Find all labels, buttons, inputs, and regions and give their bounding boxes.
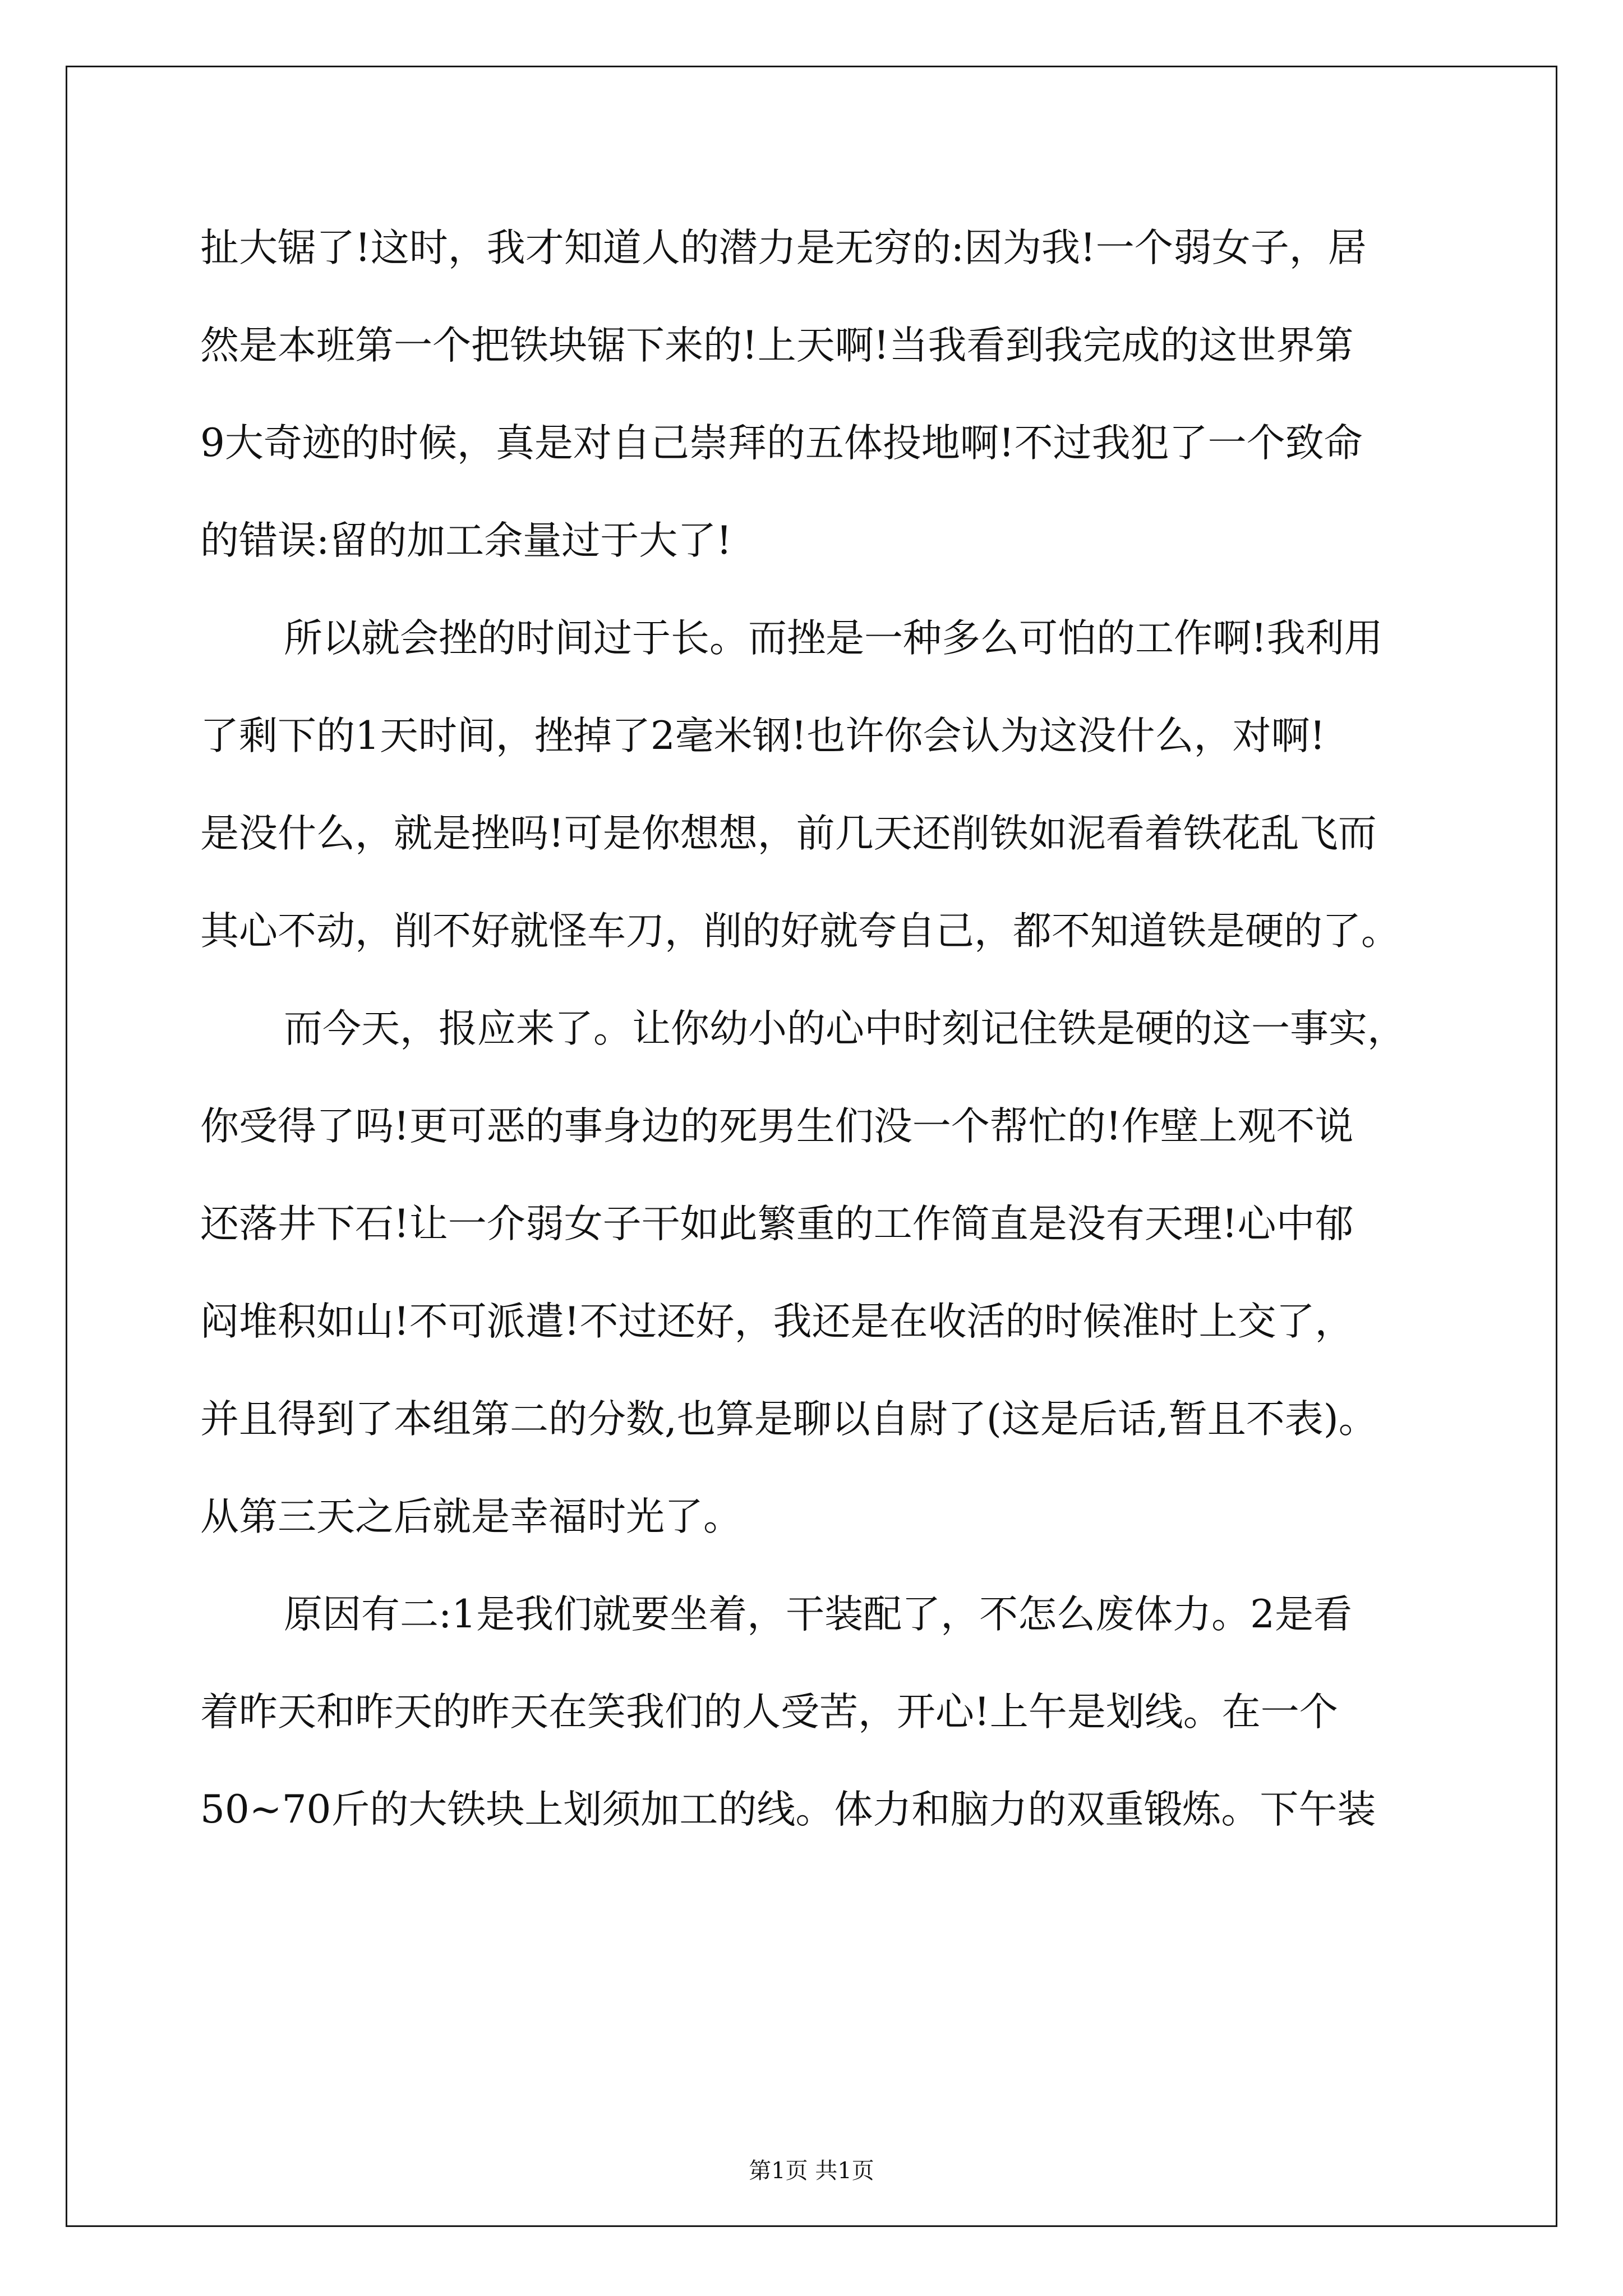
page-number-footer: 第1页 共1页 <box>749 2158 874 2184</box>
text-line-9: 而今天，报应来了。让你幼小的心中时刻记住铁是硬的这一事实， <box>284 1006 1406 1051</box>
text-line-7: 是没什么，就是挫吗!可是你想想，前几天还削铁如泥看着铁花乱飞而 <box>200 811 1377 856</box>
text-line-12: 闷堆积如山!不可派遣!不过还好，我还是在收活的时候准时上交了， <box>200 1299 1354 1344</box>
text-line-5: 所以就会挫的时间过于长。而挫是一种多么可怕的工作啊!我利用 <box>284 616 1383 661</box>
text-line-1: 扯大锯了!这时，我才知道人的潜力是无穷的:因为我!一个弱女子，居 <box>200 226 1367 270</box>
text-line-17: 50~70斤的大铁块上划须加工的线。体力和脑力的双重锻炼。下午装 <box>200 1787 1376 1832</box>
text-line-8: 其心不动，削不好就怪车刀，削的好就夸自己，都不知道铁是硬的了。 <box>200 909 1400 954</box>
text-line-3: 9大奇迹的时候，真是对自己崇拜的五体投地啊!不过我犯了一个致命 <box>200 421 1363 466</box>
text-line-2: 然是本班第一个把铁块锯下来的!上天啊!当我看到我完成的这世界第 <box>200 323 1354 368</box>
text-line-11: 还落井下石!让一介弱女子干如此繁重的工作简直是没有天理!心中郁 <box>200 1202 1354 1246</box>
text-line-14: 从第三天之后就是幸福时光了。 <box>200 1494 742 1539</box>
text-line-13: 并且得到了本组第二的分数,也算是聊以自尉了(这是后话,暂且不表)。 <box>200 1397 1377 1442</box>
text-line-4: 的错误:留的加工余量过于大了! <box>200 518 732 563</box>
text-line-6: 了剩下的1天时间，挫掉了2毫米钢!也许你会认为这没什么，对啊! <box>200 714 1326 758</box>
text-line-15: 原因有二:1是我们就要坐着，干装配了，不怎么废体力。2是看 <box>284 1592 1353 1637</box>
text-line-10: 你受得了吗!更可恶的事身边的死男生们没一个帮忙的!作壁上观不说 <box>200 1104 1354 1149</box>
text-line-16: 着昨天和昨天的昨天在笑我们的人受苦，开心!上午是划线。在一个 <box>200 1690 1338 1734</box>
